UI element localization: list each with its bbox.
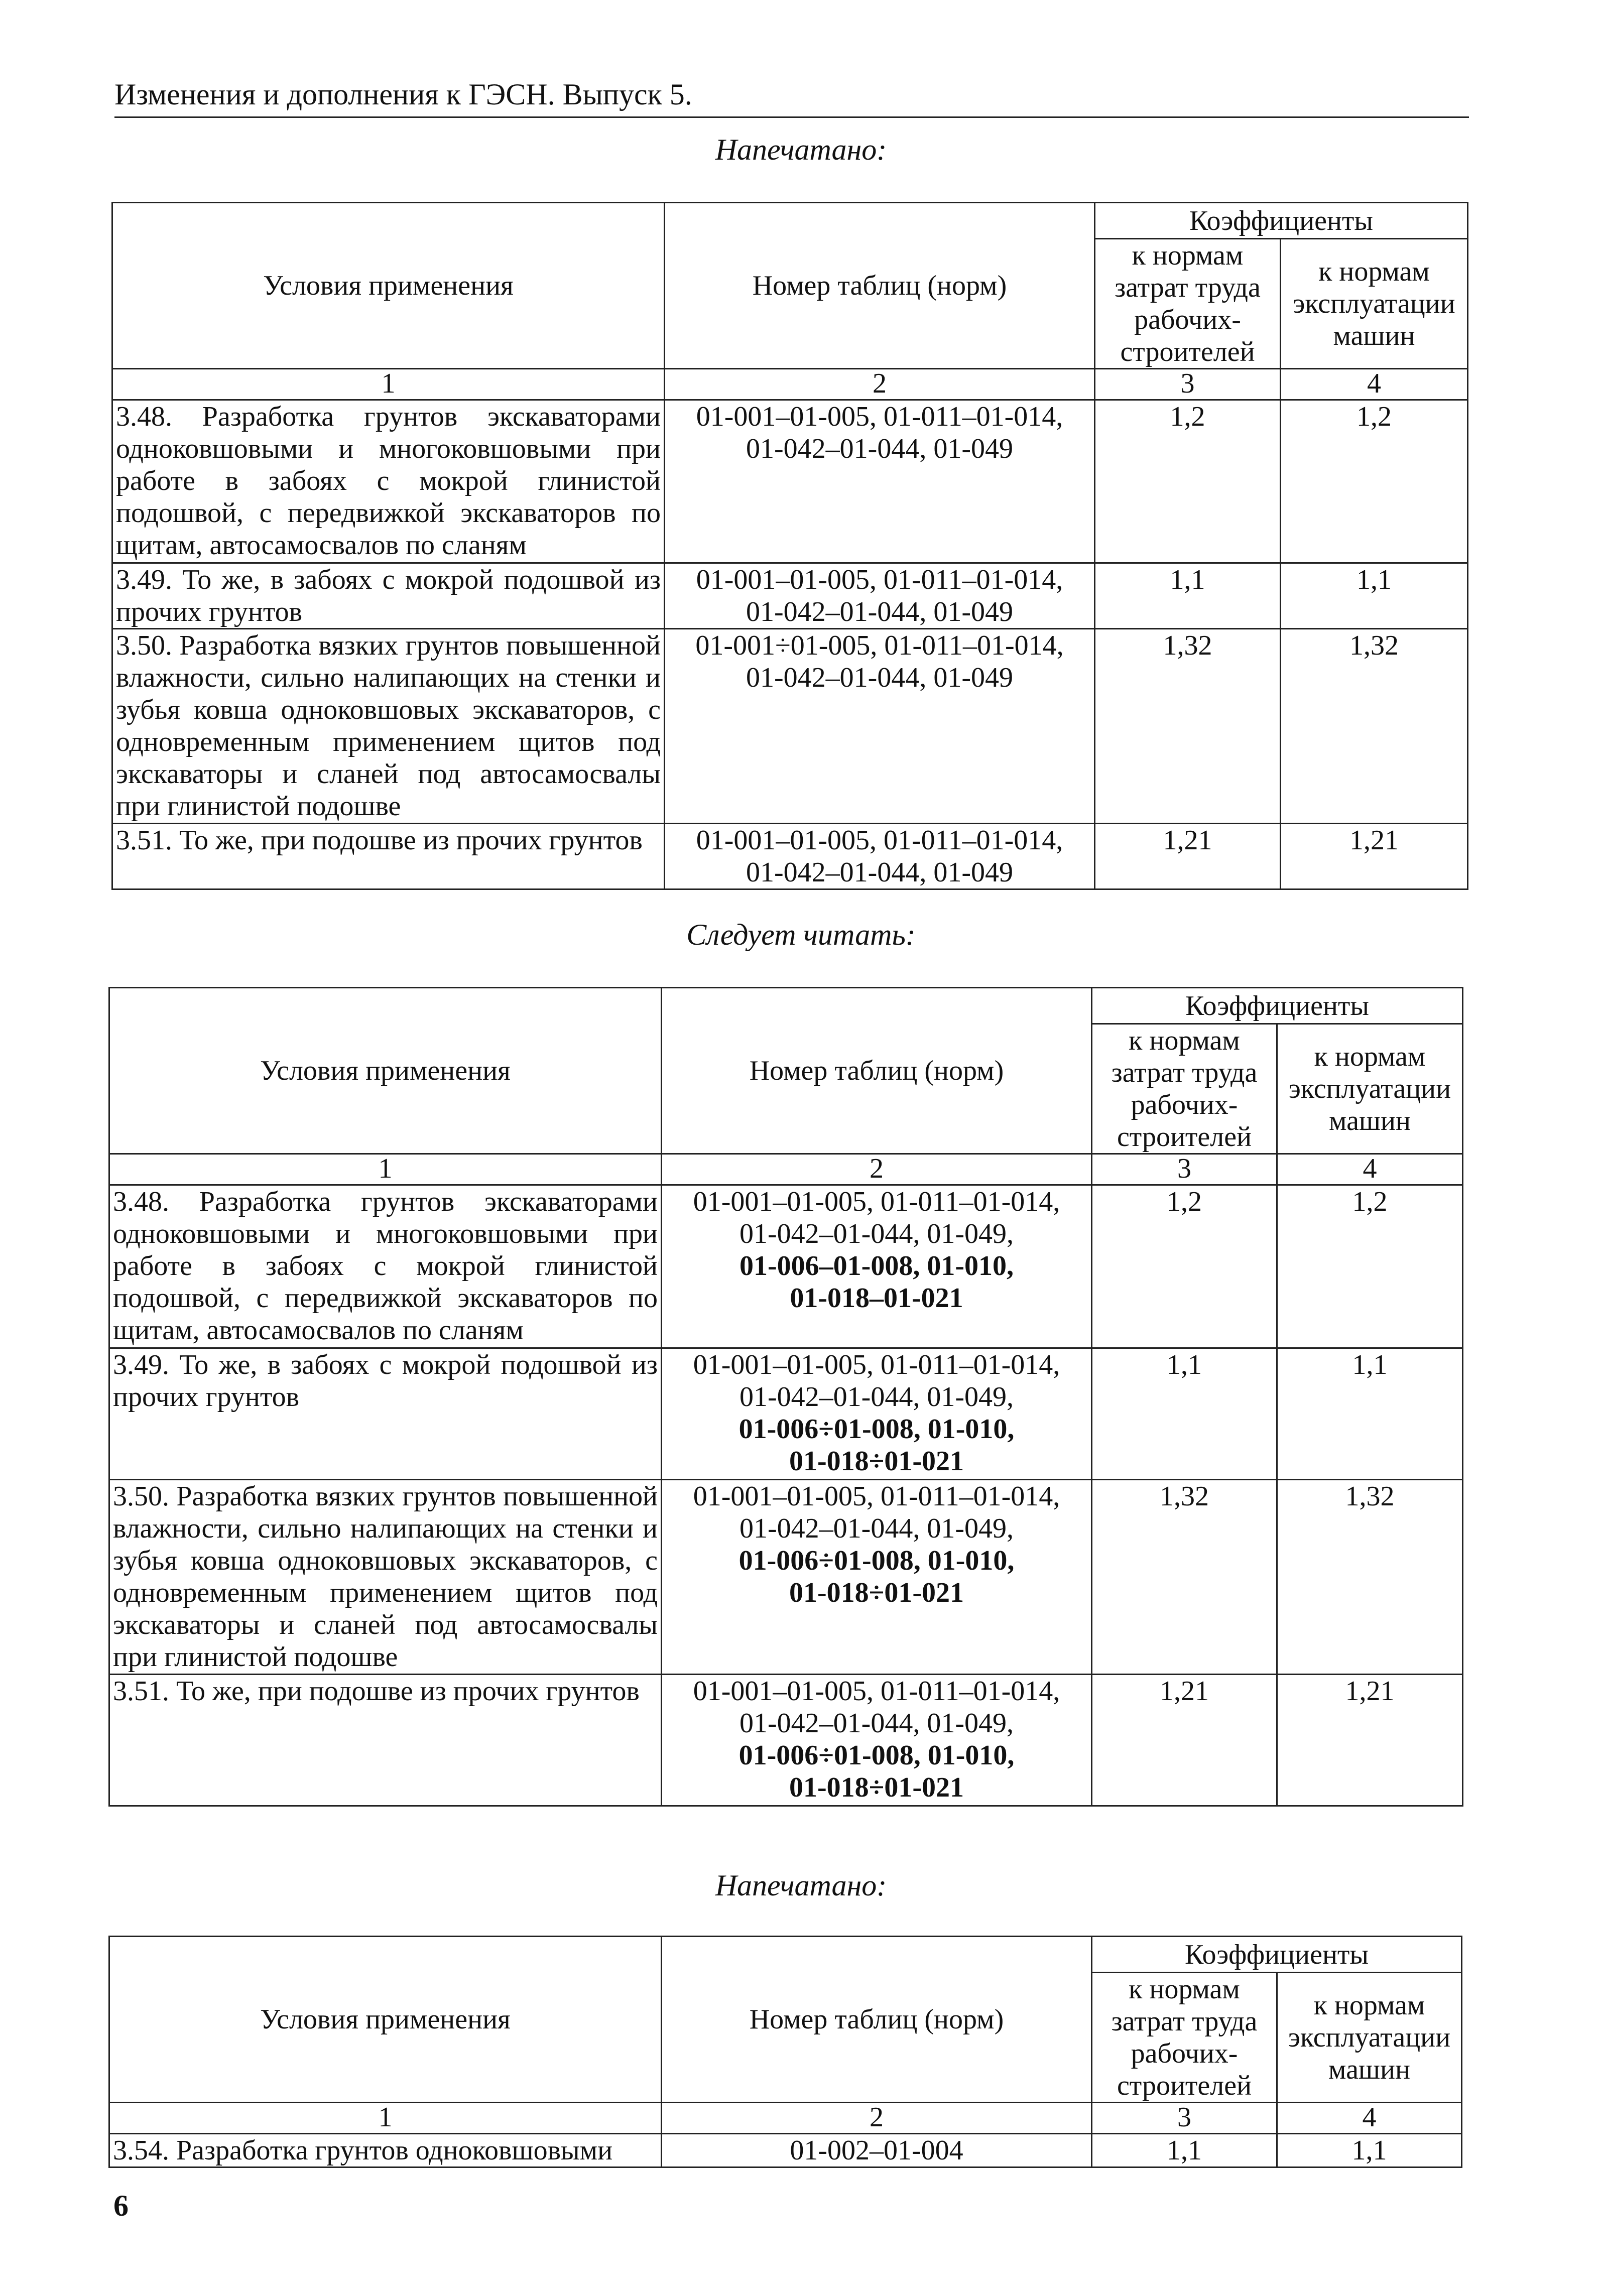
codes-cell: 01-002–01-004 — [662, 2134, 1092, 2167]
column-number: 3 — [1095, 369, 1281, 400]
header-tables: Номер таблиц (норм) — [662, 988, 1092, 1154]
labor-coefficient: 1,21 — [1095, 824, 1281, 889]
header-machines: к нормам эксплуатации машин — [1277, 1024, 1463, 1154]
column-number: 4 — [1277, 2103, 1462, 2134]
table-row — [112, 563, 1468, 629]
section-should-read-title: Следует читать: — [686, 918, 916, 951]
header-conditions: Условия применения — [109, 1937, 662, 2103]
column-number: 1 — [112, 369, 665, 400]
codes-cell: 01-001–01-005, 01-011–01-014, 01-042–01-044, 01-049, 01-006÷01-008, 01-010, 01-018÷01-021 — [662, 1675, 1092, 1806]
table-row — [112, 400, 1468, 563]
header-conditions: Условия применения — [109, 988, 662, 1154]
codes-cell: 01-001–01-005, 01-011–01-014, 01-042–01-044, 01-049, 01-006÷01-008, 01-010, 01-018÷01-021 — [662, 1480, 1092, 1675]
condition-cell: 3.51. То же, при подошве из прочих грунтов — [112, 824, 665, 889]
labor-coefficient: 1,2 — [1092, 1185, 1277, 1348]
column-number: 3 — [1092, 1154, 1277, 1185]
codes-cell: 01-001–01-005, 01-011–01-014, 01-042–01-044, 01-049 — [665, 400, 1095, 563]
header-labor: к нормам затрат труда рабочих-строителей — [1095, 239, 1281, 369]
labor-coefficient: 1,1 — [1095, 563, 1281, 629]
norm-table-printed — [111, 202, 1468, 890]
labor-coefficient: 1,21 — [1092, 1675, 1277, 1806]
column-number: 2 — [662, 2103, 1092, 2134]
header-conditions: Условия применения — [112, 203, 665, 369]
machine-coefficient: 1,21 — [1281, 824, 1468, 889]
norm-table-printed-2 — [108, 1936, 1462, 2168]
machine-coefficient: 1,1 — [1277, 1348, 1463, 1480]
machine-coefficient: 1,1 — [1277, 2134, 1462, 2167]
header-labor: к нормам затрат труда рабочих-строителей — [1092, 1024, 1277, 1154]
table-row — [109, 1185, 1463, 1348]
table-row — [109, 1348, 1463, 1480]
labor-coefficient: 1,2 — [1095, 400, 1281, 563]
codes-cell: 01-001–01-005, 01-011–01-014, 01-042–01-044, 01-049 — [665, 563, 1095, 629]
labor-coefficient: 1,32 — [1092, 1480, 1277, 1675]
column-number: 1 — [109, 2103, 662, 2134]
labor-coefficient: 1,1 — [1092, 1348, 1277, 1480]
condition-cell: 3.48. Разработка грунтов экскаваторами одноковшовыми и многоковшовыми при работе в забоях с мокрой глинистой подошвой, с передвижкой экскаваторов по щитам, автосамосвалов по сланям — [109, 1185, 662, 1348]
column-number: 4 — [1281, 369, 1468, 400]
codes-cell: 01-001–01-005, 01-011–01-014, 01-042–01-044, 01-049, 01-006–01-008, 01-010, 01-018–01-021 — [662, 1185, 1092, 1348]
labor-coefficient: 1,1 — [1092, 2134, 1277, 2167]
condition-cell: 3.50. Разработка вязких грунтов повышенной влажности, сильно налипающих на стенки и зубья ковша одноковшовых экскаваторов, с одновременным применением щитов под экскаваторы и сланей под автосамосвалы при глинистой подошве — [112, 629, 665, 824]
codes-cell: 01-001÷01-005, 01-011–01-014, 01-042–01-044, 01-049 — [665, 629, 1095, 824]
machine-coefficient: 1,1 — [1281, 563, 1468, 629]
header-coefficients: Коэффициенты — [1095, 203, 1468, 239]
machine-coefficient: 1,32 — [1281, 629, 1468, 824]
labor-coefficient: 1,32 — [1095, 629, 1281, 824]
norm-table-corrected — [108, 987, 1463, 1807]
condition-cell: 3.54. Разработка грунтов одноковшовыми — [109, 2134, 662, 2167]
header-machines: к нормам эксплуатации машин — [1277, 1973, 1462, 2103]
header-labor: к нормам затрат труда рабочих-строителей — [1092, 1973, 1277, 2103]
condition-cell: 3.49. То же, в забоях с мокрой подошвой из прочих грунтов — [112, 563, 665, 629]
header-machines: к нормам эксплуатации машин — [1281, 239, 1468, 369]
header-tables: Номер таблиц (норм) — [662, 1937, 1092, 2103]
page-number: 6 — [113, 2189, 129, 2222]
codes-cell: 01-001–01-005, 01-011–01-014, 01-042–01-044, 01-049 — [665, 824, 1095, 889]
condition-cell: 3.48. Разработка грунтов экскаваторами одноковшовыми и многоковшовыми при работе в забоях с мокрой глинистой подошвой, с передвижкой экскаваторов по щитам, автосамосвалов по сланям — [112, 400, 665, 563]
table-row — [112, 629, 1468, 824]
machine-coefficient: 1,2 — [1277, 1185, 1463, 1348]
column-number: 1 — [109, 1154, 662, 1185]
table-row — [109, 2134, 1462, 2167]
header-tables: Номер таблиц (норм) — [665, 203, 1095, 369]
page-header — [114, 76, 1469, 118]
codes-cell: 01-001–01-005, 01-011–01-014, 01-042–01-044, 01-049, 01-006÷01-008, 01-010, 01-018÷01-021 — [662, 1348, 1092, 1480]
table-row — [109, 1675, 1463, 1806]
document-title: Изменения и дополнения к ГЭСН. Выпуск 5. — [114, 78, 692, 111]
condition-cell: 3.51. То же, при подошве из прочих грунтов — [109, 1675, 662, 1806]
column-number: 4 — [1277, 1154, 1463, 1185]
condition-cell: 3.50. Разработка вязких грунтов повышенной влажности, сильно налипающих на стенки и зубья ковша одноковшовых экскаваторов, с одновременным применением щитов под экскаваторы и сланей под автосамосвалы при глинистой подошве — [109, 1480, 662, 1675]
machine-coefficient: 1,21 — [1277, 1675, 1463, 1806]
table-row — [109, 1480, 1463, 1675]
section-printed-title: Напечатано: — [715, 1869, 887, 1902]
header-coefficients: Коэффициенты — [1092, 988, 1463, 1024]
header-coefficients: Коэффициенты — [1092, 1937, 1462, 1973]
condition-cell: 3.49. То же, в забоях с мокрой подошвой из прочих грунтов — [109, 1348, 662, 1480]
machine-coefficient: 1,32 — [1277, 1480, 1463, 1675]
machine-coefficient: 1,2 — [1281, 400, 1468, 563]
column-number: 2 — [662, 1154, 1092, 1185]
section-printed-title: Напечатано: — [715, 133, 887, 166]
column-number: 2 — [665, 369, 1095, 400]
column-number: 3 — [1092, 2103, 1277, 2134]
table-row — [112, 824, 1468, 889]
